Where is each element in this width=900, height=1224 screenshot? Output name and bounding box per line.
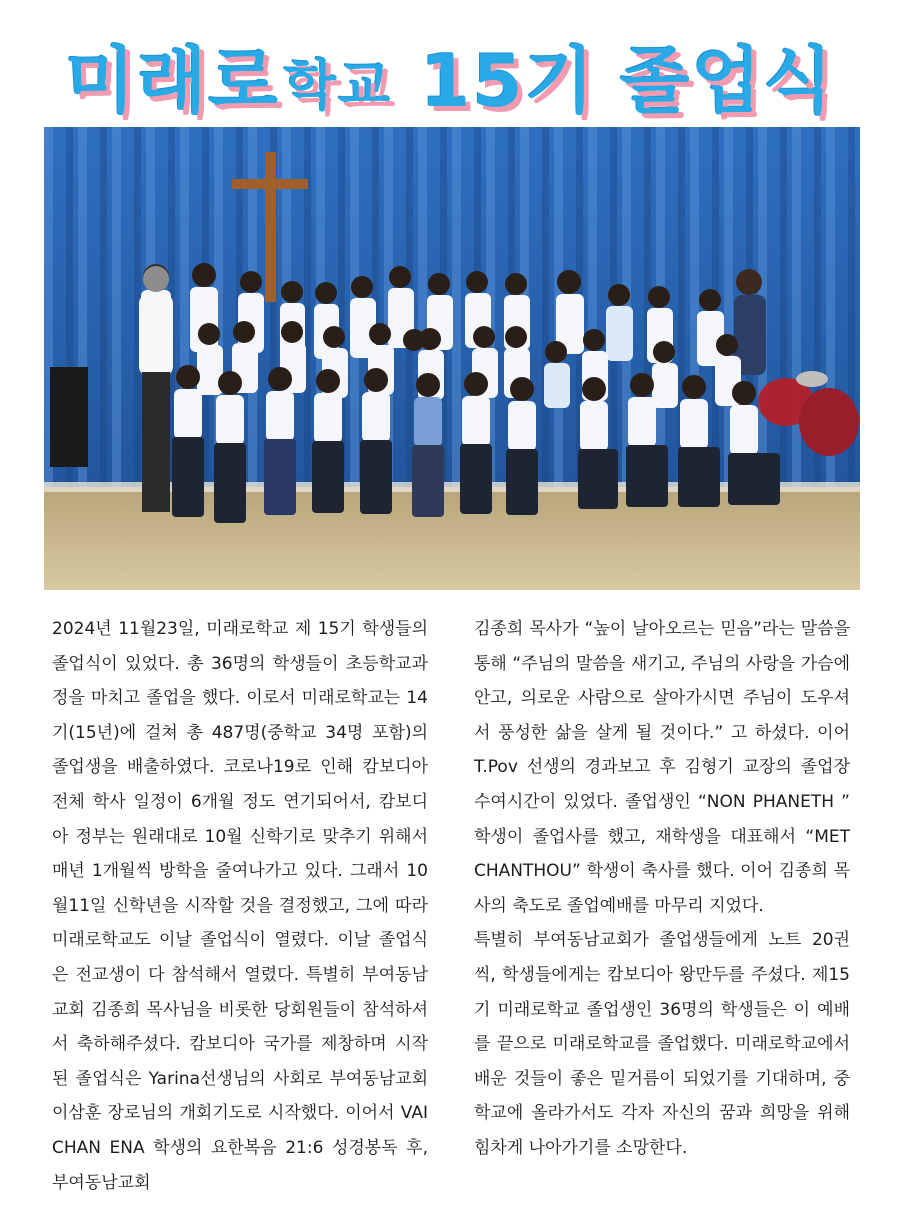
speaker [50, 367, 88, 467]
article-paragraph: 특별히 부여동남교회가 졸업생들에게 노트 20권씩, 학생들에게는 캄보디아 왕만두를 주셨다. 제15기 미래로학교 졸업생인 36명의 학생들은 이 예배를 끝으로 미래로학교를 졸업했다. 미래로학교에서 배운 것들이 좋은 밑거름이 되었기를 기대하며, 중학교에 올라가서도 각자 자신의 꿈과 희망을 위해 힘차게 나아가기를 소망한다. [474, 930, 850, 1158]
teacher-left [139, 266, 173, 512]
title-part-4: 졸업식 [620, 39, 835, 123]
article-paragraph: 김종희 목사가 “높이 날아오르는 믿음”라는 말씀을 통해 “주님의 말씀을 새기고, 주님의 사랑을 가슴에 안고, 의로운 사람으로 살아가시면 주님이 도우셔서 풍성한 삶을 살게 될 것이다.” 고 하셨다. 이어 T.Pov 선생의 경과보고 후 김형기 교장의 졸업장 수여시간이 있었다. 졸업생인 “NON PHANETH ” 학생이 졸업사를 했고, 재학생을 대표해서 “MET CHANTHOU” 학생이 축사를 했다. 이어 김종희 목사의 축도로 졸업예배를 마무리 지었다. [474, 619, 850, 916]
graduation-photo [44, 127, 860, 590]
title-part-3: 15기 [420, 39, 597, 123]
article-paragraph: 2024년 11월23일, 미래로학교 제 15기 학생들의 졸업식이 있었다. 총 36명의 학생들이 초등학교과정을 마치고 졸업을 했다. 이로서 미래로학교는 14기(15년)에 걸쳐 총 487명(중학교 34명 포함)의 졸업생을 배출하였다. 코로나19로 인해 캄보디아 전체 학사 일정이 6개월 정도 연기되어서, 캄보디아 정부는 원래대로 10월 신학기로 맞추기 위해서 매년 1개월씩 방학을 줄여나가고 있다. 그래서 10월11일 신학년을 시작할 것을 결정했고, 그에 따라 미래로학교도 이날 졸업식이 열렸다. 이날 졸업식은 전교생이 다 참석해서 열렸다. 특별히 부여동남교회 김종희 목사님을 비롯한 당회원들이 참석하셔서 축하해주셨다. 캄보디아 국가를 제창하며 시작된 졸업식은 Yarina선생님의 사회로 부여동남교회 이삼훈 장로님의 개회기도로 시작했다. 이어서 VAI CHAN ENA 학생의 요한복음 21:6 성경봉독 후, 부여동남교회 [52, 619, 428, 1193]
title-part-2: 학교 [283, 54, 393, 117]
article-left-column [52, 612, 428, 1200]
article-right-column [474, 612, 850, 1166]
title-part-1: 미래로 [65, 39, 280, 123]
page-title [0, 16, 900, 126]
